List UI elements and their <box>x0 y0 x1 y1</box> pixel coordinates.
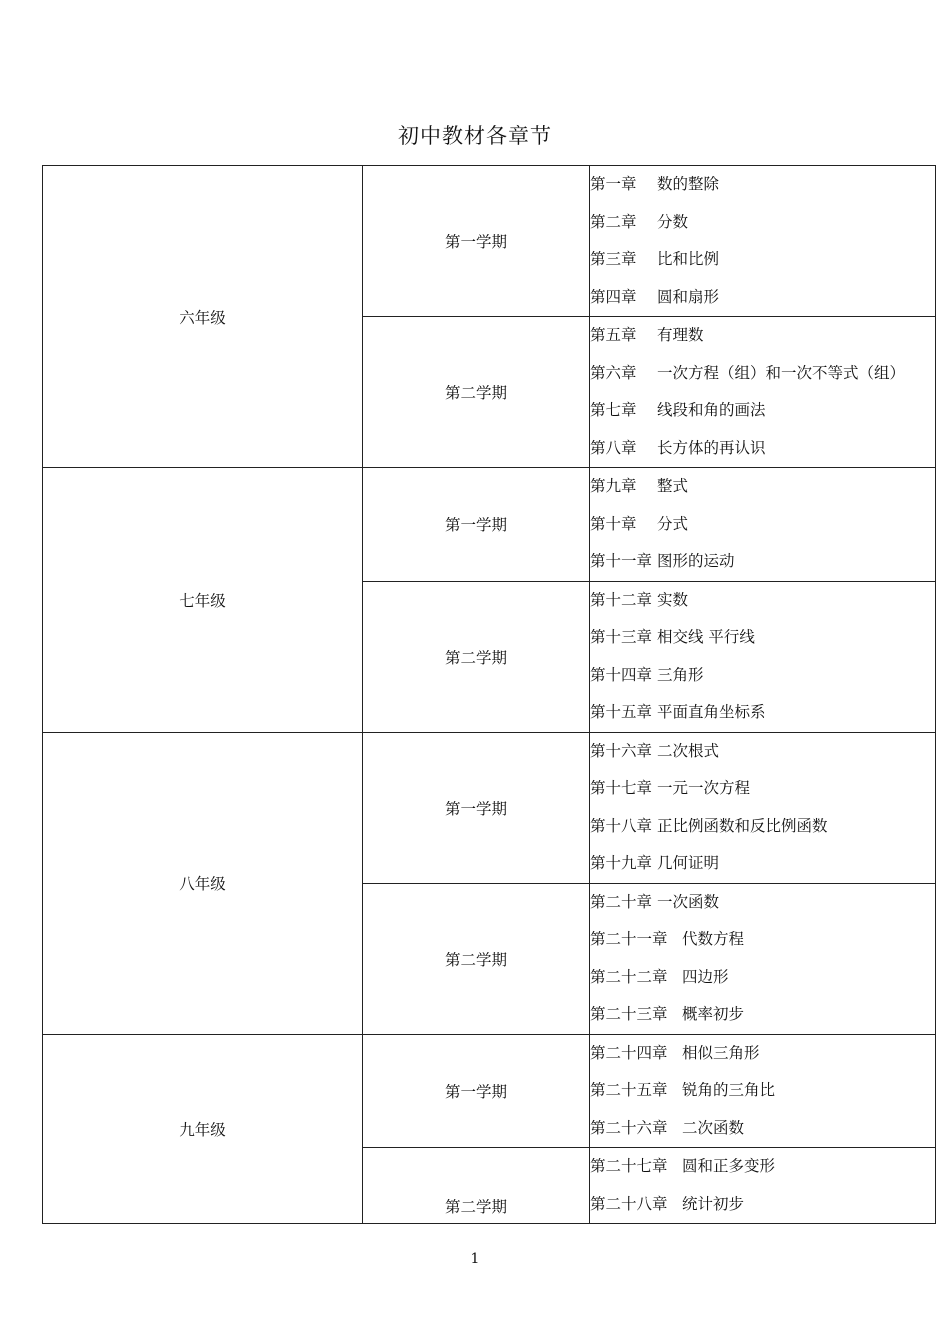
table-row <box>43 166 936 317</box>
chapter-title: 分式 <box>657 514 689 533</box>
chapter-item <box>590 657 935 695</box>
chapter-number: 第二十章 <box>590 892 653 911</box>
chapter-number: 第十七章 <box>590 779 653 797</box>
chapter-item <box>590 1186 935 1224</box>
chapter-number: 第二十七章 <box>590 1157 668 1175</box>
chapter-item <box>590 166 935 204</box>
chapter-title: 有理数 <box>657 326 704 344</box>
chapter-number: 第二十六章 <box>590 1118 668 1137</box>
table-row <box>43 732 936 883</box>
chapter-title: 相似三角形 <box>682 1043 760 1062</box>
chapter-title: 分数 <box>657 212 689 231</box>
chapter-number: 第三章 <box>590 250 637 268</box>
term-cell: 第一学期 <box>363 468 590 582</box>
grade-cell: 九年级 <box>43 1034 363 1224</box>
chapter-title: 统计初步 <box>682 1194 745 1213</box>
chapter-title: 整式 <box>657 477 689 495</box>
chapter-list <box>590 883 936 1034</box>
chapter-number: 第十四章 <box>590 665 653 684</box>
grade-cell: 八年级 <box>43 732 363 1034</box>
chapter-number: 第十六章 <box>590 741 653 760</box>
chapter-title: 概率初步 <box>682 1005 745 1023</box>
chapter-item <box>590 1035 935 1073</box>
chapter-number: 第十章 <box>590 514 637 533</box>
chapter-number: 第二十二章 <box>590 967 668 986</box>
chapter-item <box>590 996 935 1034</box>
chapter-list <box>590 468 936 582</box>
chapter-title: 代数方程 <box>682 930 745 948</box>
chapter-item <box>590 1148 935 1186</box>
chapter-item <box>590 770 935 808</box>
term-cell: 第二学期 <box>363 581 590 732</box>
chapter-number: 第四章 <box>590 287 637 306</box>
chapter-title: 圆和扇形 <box>657 287 720 306</box>
chapter-title: 相交线 平行线 <box>657 628 755 646</box>
chapter-item <box>590 241 935 279</box>
term-cell: 第二学期 <box>363 317 590 468</box>
chapter-item <box>590 430 935 468</box>
chapter-number: 第十三章 <box>590 628 653 646</box>
chapter-title: 锐角的三角比 <box>682 1081 776 1099</box>
chapter-number: 第二十三章 <box>590 1005 668 1023</box>
chapter-number: 第八章 <box>590 438 637 457</box>
chapter-title: 二次函数 <box>682 1118 745 1137</box>
chapter-title: 三角形 <box>657 665 704 684</box>
chapter-list <box>590 732 936 883</box>
grade-cell: 六年级 <box>43 166 363 468</box>
term-cell: 第一学期 <box>363 166 590 317</box>
chapter-title: 图形的运动 <box>657 552 735 570</box>
term-cell: 第一学期 <box>363 1034 590 1148</box>
chapter-title: 比和比例 <box>657 250 720 268</box>
table-row <box>43 468 936 582</box>
chapter-number: 第五章 <box>590 326 637 344</box>
chapter-item <box>590 506 935 544</box>
chapter-title: 一元一次方程 <box>657 779 751 797</box>
chapter-item <box>590 317 935 355</box>
chapter-item <box>590 279 935 317</box>
chapter-item <box>590 468 935 506</box>
chapter-item <box>590 582 935 620</box>
chapter-number: 第二十五章 <box>590 1081 668 1099</box>
chapter-number: 第二十四章 <box>590 1043 668 1062</box>
chapter-list <box>590 581 936 732</box>
term-cell: 第二学期 <box>363 1148 590 1224</box>
chapter-item <box>590 355 935 393</box>
grade-cell: 七年级 <box>43 468 363 733</box>
chapter-list <box>590 1148 936 1224</box>
chapter-item <box>590 1110 935 1148</box>
chapter-title: 圆和正多变形 <box>682 1157 776 1175</box>
chapter-title: 实数 <box>657 590 689 609</box>
chapter-number: 第十九章 <box>590 854 653 872</box>
chapter-number: 第七章 <box>590 401 637 419</box>
chapter-number: 第十五章 <box>590 703 653 721</box>
chapter-item <box>590 884 935 922</box>
page-number: 1 <box>470 1251 480 1267</box>
chapter-number: 第二十一章 <box>590 930 668 948</box>
chapter-item <box>590 619 935 657</box>
chapter-item <box>590 921 935 959</box>
chapter-item <box>590 1072 935 1110</box>
table-row <box>43 1034 936 1148</box>
document-title: 初中教材各章节 <box>398 124 552 148</box>
chapter-title: 数的整除 <box>657 175 720 193</box>
chapter-item <box>590 959 935 997</box>
chapter-number: 第十八章 <box>590 816 653 835</box>
chapter-number: 第一章 <box>590 175 637 193</box>
chapter-item <box>590 694 935 732</box>
chapter-title: 长方体的再认识 <box>657 438 766 457</box>
chapter-list <box>590 317 936 468</box>
chapter-item <box>590 392 935 430</box>
chapter-number: 第九章 <box>590 477 637 495</box>
chapter-title: 正比例函数和反比例函数 <box>657 816 828 835</box>
chapter-title: 一次方程（组）和一次不等式（组） <box>657 363 906 382</box>
chapter-list <box>590 166 936 317</box>
chapter-number: 第六章 <box>590 363 637 382</box>
chapter-title: 线段和角的画法 <box>657 401 766 419</box>
curriculum-table <box>42 165 936 1224</box>
chapter-title: 四边形 <box>682 967 729 986</box>
chapter-title: 二次根式 <box>657 741 720 760</box>
chapter-item <box>590 845 935 883</box>
chapter-title: 平面直角坐标系 <box>657 703 766 721</box>
chapter-item <box>590 808 935 846</box>
term-cell: 第二学期 <box>363 883 590 1034</box>
chapter-item <box>590 204 935 242</box>
term-cell: 第一学期 <box>363 732 590 883</box>
chapter-number: 第二十八章 <box>590 1194 668 1213</box>
chapter-item <box>590 733 935 771</box>
chapter-number: 第十二章 <box>590 590 653 609</box>
chapter-title: 几何证明 <box>657 854 720 872</box>
chapter-number: 第十一章 <box>590 552 653 570</box>
chapter-title: 一次函数 <box>657 892 720 911</box>
chapter-item <box>590 543 935 581</box>
chapter-list <box>590 1034 936 1148</box>
chapter-number: 第二章 <box>590 212 637 231</box>
